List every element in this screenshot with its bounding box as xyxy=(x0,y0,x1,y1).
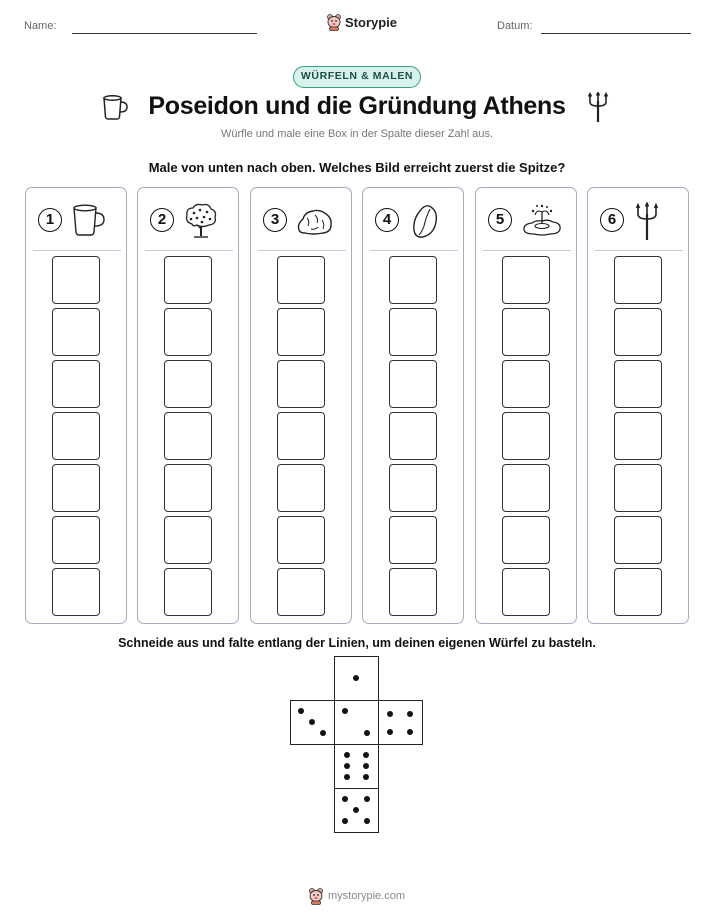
pip xyxy=(320,730,326,736)
color-box[interactable] xyxy=(502,568,550,616)
color-box[interactable] xyxy=(52,464,100,512)
color-box[interactable] xyxy=(164,360,212,408)
die-face-4 xyxy=(378,700,423,745)
column-4 xyxy=(362,187,464,624)
color-box[interactable] xyxy=(164,308,212,356)
color-box[interactable] xyxy=(164,516,212,564)
brand-name: Storypie xyxy=(345,14,398,30)
olive-tree-icon xyxy=(182,202,220,240)
subtitle: Würfle und male eine Box in der Spalte dieser Zahl aus. xyxy=(220,128,494,140)
activity-tag: WÜRFELN & MALEN xyxy=(293,66,421,88)
color-box[interactable] xyxy=(614,568,662,616)
color-box[interactable] xyxy=(277,308,325,356)
pip xyxy=(387,729,393,735)
olive-icon xyxy=(407,202,443,240)
pip xyxy=(364,730,370,736)
trident-icon xyxy=(632,202,662,242)
column-6 xyxy=(587,187,689,624)
die-face-6 xyxy=(334,744,379,789)
column-header xyxy=(476,188,575,250)
color-box[interactable] xyxy=(52,568,100,616)
pip xyxy=(344,763,350,769)
footer xyxy=(308,887,405,905)
pip xyxy=(342,708,348,714)
color-box[interactable] xyxy=(389,568,437,616)
column-divider xyxy=(145,250,233,251)
date-line xyxy=(541,33,691,34)
pip xyxy=(342,796,348,802)
page-title: Poseidon und die Gründung Athens xyxy=(148,92,566,120)
color-box[interactable] xyxy=(389,464,437,512)
color-box[interactable] xyxy=(614,412,662,460)
color-box[interactable] xyxy=(277,568,325,616)
color-box[interactable] xyxy=(614,256,662,304)
name-line xyxy=(72,33,257,34)
column-number: 2 xyxy=(150,208,174,232)
color-box[interactable] xyxy=(502,308,550,356)
pip xyxy=(342,818,348,824)
column-divider xyxy=(258,250,346,251)
color-box[interactable] xyxy=(502,256,550,304)
pip xyxy=(387,711,393,717)
column-divider xyxy=(595,250,683,251)
column-number: 3 xyxy=(263,208,287,232)
pip xyxy=(309,719,315,725)
water-spring-icon xyxy=(520,202,564,238)
column-number: 6 xyxy=(600,208,624,232)
color-box[interactable] xyxy=(389,516,437,564)
color-box[interactable] xyxy=(502,516,550,564)
pip xyxy=(364,818,370,824)
footer-url: mystorypie.com xyxy=(328,890,406,902)
column-divider xyxy=(483,250,571,251)
column-3 xyxy=(250,187,352,624)
column-divider xyxy=(370,250,458,251)
pip xyxy=(407,711,413,717)
column-number: 1 xyxy=(38,208,62,232)
storypie-mascot-icon xyxy=(308,887,324,905)
cup-icon xyxy=(70,202,108,238)
column-header xyxy=(363,188,462,250)
color-box[interactable] xyxy=(52,256,100,304)
color-box[interactable] xyxy=(614,308,662,356)
color-box[interactable] xyxy=(52,308,100,356)
color-box[interactable] xyxy=(52,412,100,460)
trident-icon xyxy=(587,92,609,124)
color-box[interactable] xyxy=(277,256,325,304)
column-number: 4 xyxy=(375,208,399,232)
rock-icon xyxy=(295,202,335,238)
date-label: Datum: xyxy=(497,20,533,32)
color-box[interactable] xyxy=(277,516,325,564)
pip xyxy=(363,763,369,769)
color-box[interactable] xyxy=(164,568,212,616)
color-box[interactable] xyxy=(614,360,662,408)
color-box[interactable] xyxy=(164,256,212,304)
column-header xyxy=(251,188,350,250)
pip xyxy=(364,796,370,802)
column-2 xyxy=(137,187,239,624)
color-box[interactable] xyxy=(164,412,212,460)
color-box[interactable] xyxy=(389,308,437,356)
color-box[interactable] xyxy=(277,360,325,408)
die-face-1 xyxy=(334,656,379,701)
brand-logo xyxy=(326,13,397,31)
column-5 xyxy=(475,187,577,624)
column-header xyxy=(588,188,687,250)
column-1 xyxy=(25,187,127,624)
die-face-2 xyxy=(334,700,379,745)
pip xyxy=(353,675,359,681)
column-divider xyxy=(33,250,121,251)
color-box[interactable] xyxy=(502,412,550,460)
cut-instruction: Schneide aus und falte entlang der Linien, um deinen eigenen Würfel zu basteln. xyxy=(118,636,596,650)
name-label: Name: xyxy=(24,20,57,32)
pip xyxy=(407,729,413,735)
pip xyxy=(353,807,359,813)
column-number: 5 xyxy=(488,208,512,232)
column-header xyxy=(138,188,237,250)
pip xyxy=(344,752,350,758)
color-box[interactable] xyxy=(389,360,437,408)
die-face-5 xyxy=(334,788,379,833)
color-box[interactable] xyxy=(52,360,100,408)
instruction-text: Male von unten nach oben. Welches Bild erreicht zuerst die Spitze? xyxy=(148,160,566,175)
color-box[interactable] xyxy=(277,464,325,512)
pip xyxy=(298,708,304,714)
storypie-mascot-icon xyxy=(326,13,342,31)
column-header xyxy=(26,188,125,250)
color-box[interactable] xyxy=(389,412,437,460)
color-box[interactable] xyxy=(164,464,212,512)
color-box[interactable] xyxy=(502,464,550,512)
color-box[interactable] xyxy=(277,412,325,460)
pip xyxy=(344,774,350,780)
color-box[interactable] xyxy=(614,464,662,512)
color-box[interactable] xyxy=(614,516,662,564)
pip xyxy=(363,774,369,780)
die-face-3 xyxy=(290,700,335,745)
color-box[interactable] xyxy=(52,516,100,564)
color-box[interactable] xyxy=(502,360,550,408)
pip xyxy=(363,752,369,758)
color-box[interactable] xyxy=(389,256,437,304)
